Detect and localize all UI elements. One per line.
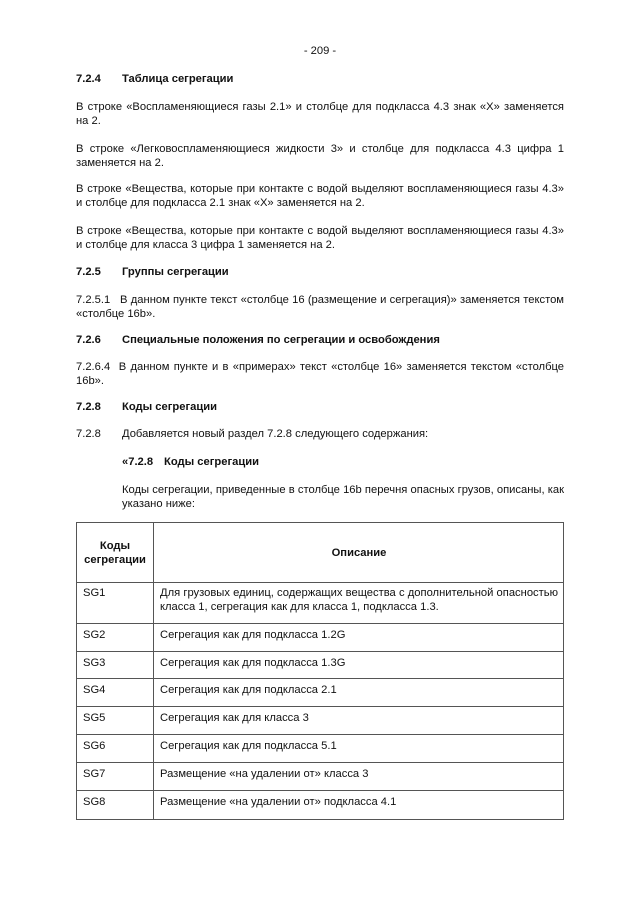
table-cell-description: Сегрегация как для подкласса 5.1 (160, 740, 337, 752)
table-cell-code: SG6 (83, 740, 106, 752)
new-section-heading (122, 455, 564, 469)
column-header-codes: Коды сегрегации (84, 540, 146, 567)
section-heading-7-2-6 (76, 333, 440, 347)
paragraph-number: 7.2.6.4 (76, 361, 111, 373)
segregation-codes-table (76, 522, 564, 820)
table-cell-description: Размещение «на удалении от» класса 3 (160, 768, 369, 780)
row-divider (77, 706, 563, 707)
table-cell-description: Сегрегация как для класса 3 (160, 712, 309, 724)
page-number: - 209 - (303, 45, 337, 57)
paragraph-7-2-5-1 (76, 293, 564, 322)
section-number: 7.2.6 (76, 334, 101, 346)
table-cell-description: Для грузовых единиц, содержащих вещества с дополнительной опасностью класса 1, сегрегация как для класса 1, подкласса 1.3. (160, 587, 558, 614)
section-number: 7.2.4 (76, 73, 101, 85)
table-cell-description: Сегрегация как для подкласса 1.2G (160, 629, 346, 641)
table-cell-code: SG5 (83, 712, 106, 724)
paragraph-text: В данном пункте и в «примерах» текст «столбце 16» заменяется текстом «столбце 16b». (76, 361, 564, 388)
table-cell-code: SG1 (83, 587, 106, 599)
paragraph-7-2-8-add (76, 427, 428, 441)
column-header-description: Описание (331, 547, 387, 559)
row-divider (77, 651, 563, 652)
table-cell-code: SG8 (83, 796, 106, 808)
table-cell-code: SG7 (83, 768, 106, 780)
row-divider (77, 790, 563, 791)
paragraph: В строке «Вещества, которые при контакте с водой выделяют воспламеняющиеся газы 4.3» и столбце для класса 3 цифра 1 заменяется на 2. (76, 225, 564, 252)
table-intro: Коды сегрегации, приведенные в столбце 16b перечня опасных грузов, описаны, как указано ниже: (122, 484, 564, 511)
row-divider (77, 762, 563, 763)
paragraph-text: Добавляется новый раздел 7.2.8 следующего содержания: (122, 428, 429, 440)
paragraph-number: 7.2.5.1 (76, 294, 111, 306)
section-title: Группы сегрегации (122, 266, 229, 278)
paragraph-number: 7.2.8 (76, 428, 101, 440)
table-cell-code: SG4 (83, 684, 106, 696)
paragraph-7-2-6-4 (76, 360, 564, 389)
row-divider (77, 623, 563, 624)
table-cell-description: Сегрегация как для подкласса 2.1 (160, 684, 337, 696)
section-number: «7.2.8 (122, 456, 154, 468)
table-cell-description: Сегрегация как для подкласса 1.3G (160, 657, 346, 669)
section-number: 7.2.5 (76, 266, 101, 278)
table-cell-code: SG2 (83, 629, 106, 641)
paragraph-text: В данном пункте текст «столбце 16 (размещение и сегрегация)» заменяется текстом «столбце 16b». (76, 294, 564, 321)
paragraph: В строке «Воспламеняющиеся газы 2.1» и столбце для подкласса 4.3 знак «Х» заменяется на 2. (76, 101, 564, 128)
row-divider (77, 678, 563, 679)
section-title: Коды сегрегации (122, 401, 217, 413)
section-title: Специальные положения по сегрегации и освобождения (122, 334, 440, 346)
section-number: 7.2.8 (76, 401, 101, 413)
row-divider (77, 582, 563, 583)
table-cell-code: SG3 (83, 657, 106, 669)
section-title: Коды сегрегации (164, 456, 259, 468)
row-divider (77, 734, 563, 735)
section-heading-7-2-4 (76, 72, 233, 86)
section-title: Таблица сегрегации (122, 73, 234, 85)
table-cell-description: Размещение «на удалении от» подкласса 4.1 (160, 796, 397, 808)
paragraph: В строке «Вещества, которые при контакте с водой выделяют воспламеняющиеся газы 4.3» и столбце для подкласса 2.1 знак «Х» заменяется на 2. (76, 183, 564, 210)
paragraph: В строке «Легковоспламеняющиеся жидкости 3» и столбце для подкласса 4.3 цифра 1 заменяется на 2. (76, 143, 564, 170)
section-heading-7-2-5 (76, 265, 229, 279)
column-divider (153, 523, 154, 819)
section-heading-7-2-8 (76, 400, 217, 414)
